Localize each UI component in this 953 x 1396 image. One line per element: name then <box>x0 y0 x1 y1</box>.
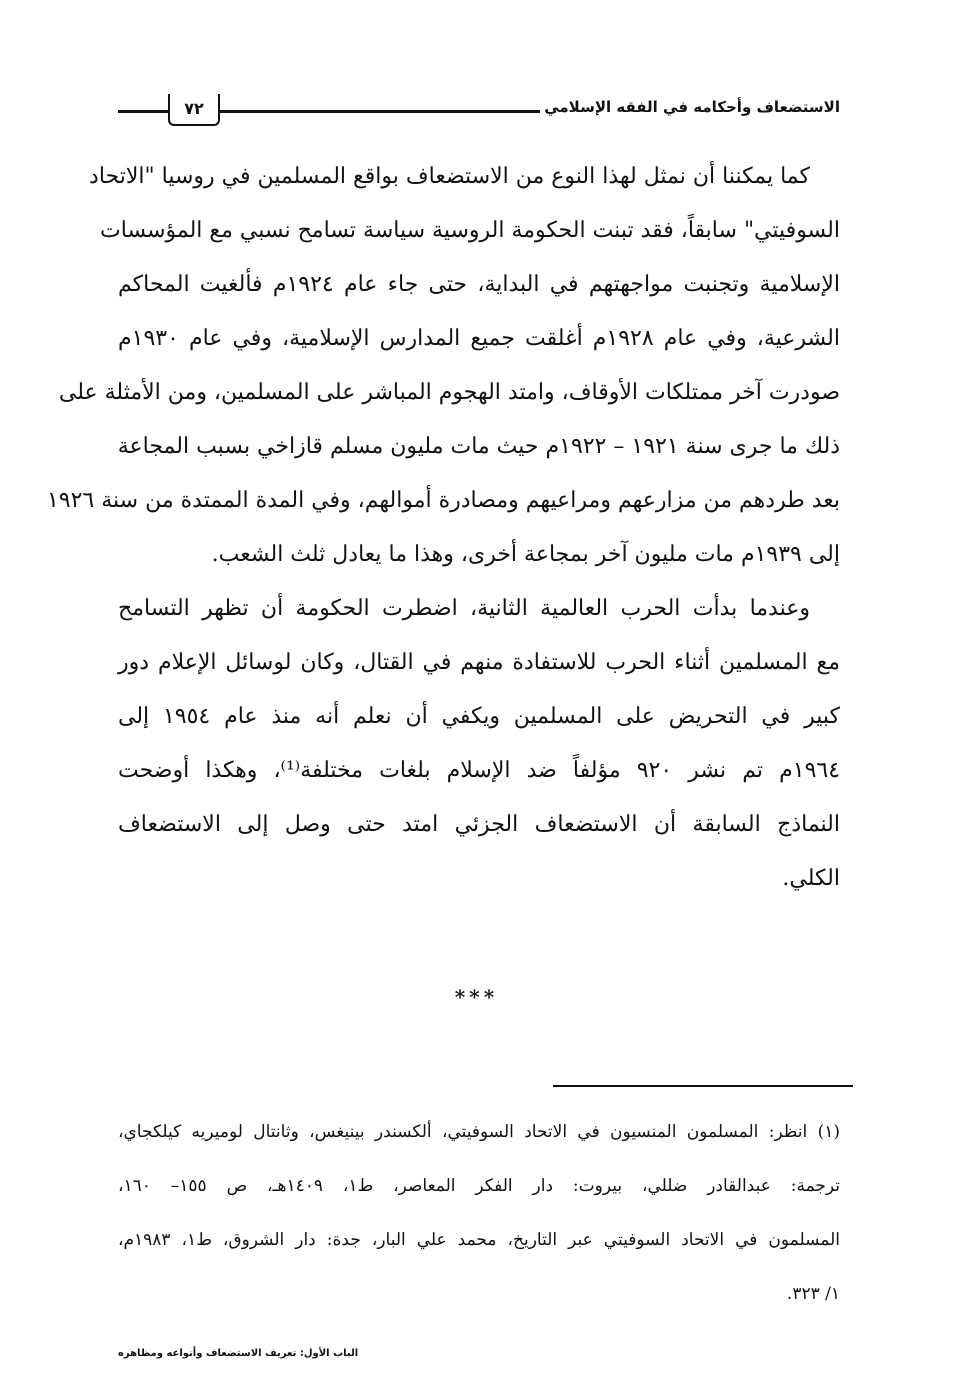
text-line: وعندما بدأت الحرب العالمية الثانية، اضطرت الحكومة أن تظهر التسامح <box>118 596 810 621</box>
footnote-line: المسلمون في الاتحاد السوفيتي عبر التاريخ، محمد علي البار، جدة: دار الشروق، ط١، ١٩٨٣م، <box>118 1230 840 1250</box>
text-line: ١٩٦٤م تم نشر ٩٢٠ مؤلفاً ضد الإسلام بلغات مختلفة⁽¹⁾، وهكذا أوضحت <box>118 758 841 783</box>
chapter-footer: الباب الأول: تعريف الاستضعاف وأنواعه ومظاهره <box>118 1348 359 1359</box>
text-line: الكلي. <box>782 866 840 891</box>
text-line: الإسلامية وتجنبت مواجهتهم في البداية، حتى جاء عام ١٩٢٤م فألغيت المحاكم <box>118 272 840 297</box>
page-number: ٧٢ <box>168 94 220 126</box>
footnote-rule <box>553 1085 853 1087</box>
running-header <box>118 94 840 130</box>
text-line: النماذج السابقة أن الاستضعاف الجزئي امتد حتى وصل إلى الاستضعاف <box>118 812 840 837</box>
text-line: إلى ١٩٣٩م مات مليون آخر بمجاعة أخرى، وهذا ما يعادل ثلث الشعب. <box>211 542 840 567</box>
section-separator: *** <box>454 985 499 1009</box>
footnote-line: ترجمة: عبدالقادر ضللي، بيروت: دار الفكر المعاصر، ط١، ١٤٠٩هـ، ص ١٥٥– ١٦٠، <box>118 1176 841 1196</box>
paragraph-2 <box>118 582 840 906</box>
text-line: السوفيتي" سابقاً، فقد تبنت الحكومة الروسية سياسة تسامح نسبي مع المؤسسات <box>100 218 840 243</box>
text-line: بعد طردهم من مزارعهم ومراعيهم ومصادرة أموالهم، وفي المدة الممتدة من سنة ١٩٢٦ <box>46 488 840 513</box>
book-title: الاستضعاف وأحكامه في الفقه الإسلامي <box>540 98 840 116</box>
text-line: مع المسلمين أثناء الحرب للاستفادة منهم في القتال، وكان لوسائل الإعلام دور <box>118 650 840 675</box>
text-line: كما يمكننا أن نمثل لهذا النوع من الاستضعاف بواقع المسلمين في روسيا "الاتحاد <box>89 164 810 189</box>
text-line: صودرت آخر ممتلكات الأوقاف، وامتد الهجوم المباشر على المسلمين، ومن الأمثلة على <box>58 380 840 405</box>
paragraph-1 <box>46 150 840 582</box>
footnotes <box>118 1105 840 1321</box>
main-text <box>46 150 841 906</box>
text-line: الشرعية، وفي عام ١٩٢٨م أغلقت جميع المدارس الإسلامية، وفي عام ١٩٣٠م <box>118 326 840 351</box>
text-line: كبير في التحريض على المسلمين ويكفي أن نعلم أنه منذ عام ١٩٥٤ إلى <box>118 704 840 729</box>
footnote-line: ١/ ٣٢٣. <box>786 1284 840 1304</box>
text-line: ذلك ما جرى سنة ١٩٢١ – ١٩٢٢م حيث مات مليون مسلم قازاخي بسبب المجاعة <box>117 434 840 459</box>
footnote-line: (١) انظر: المسلمون المنسيون في الاتحاد السوفيتي، ألكسندر بينيغس، وثانتال لوميريه كيلكجاي، <box>118 1122 840 1142</box>
